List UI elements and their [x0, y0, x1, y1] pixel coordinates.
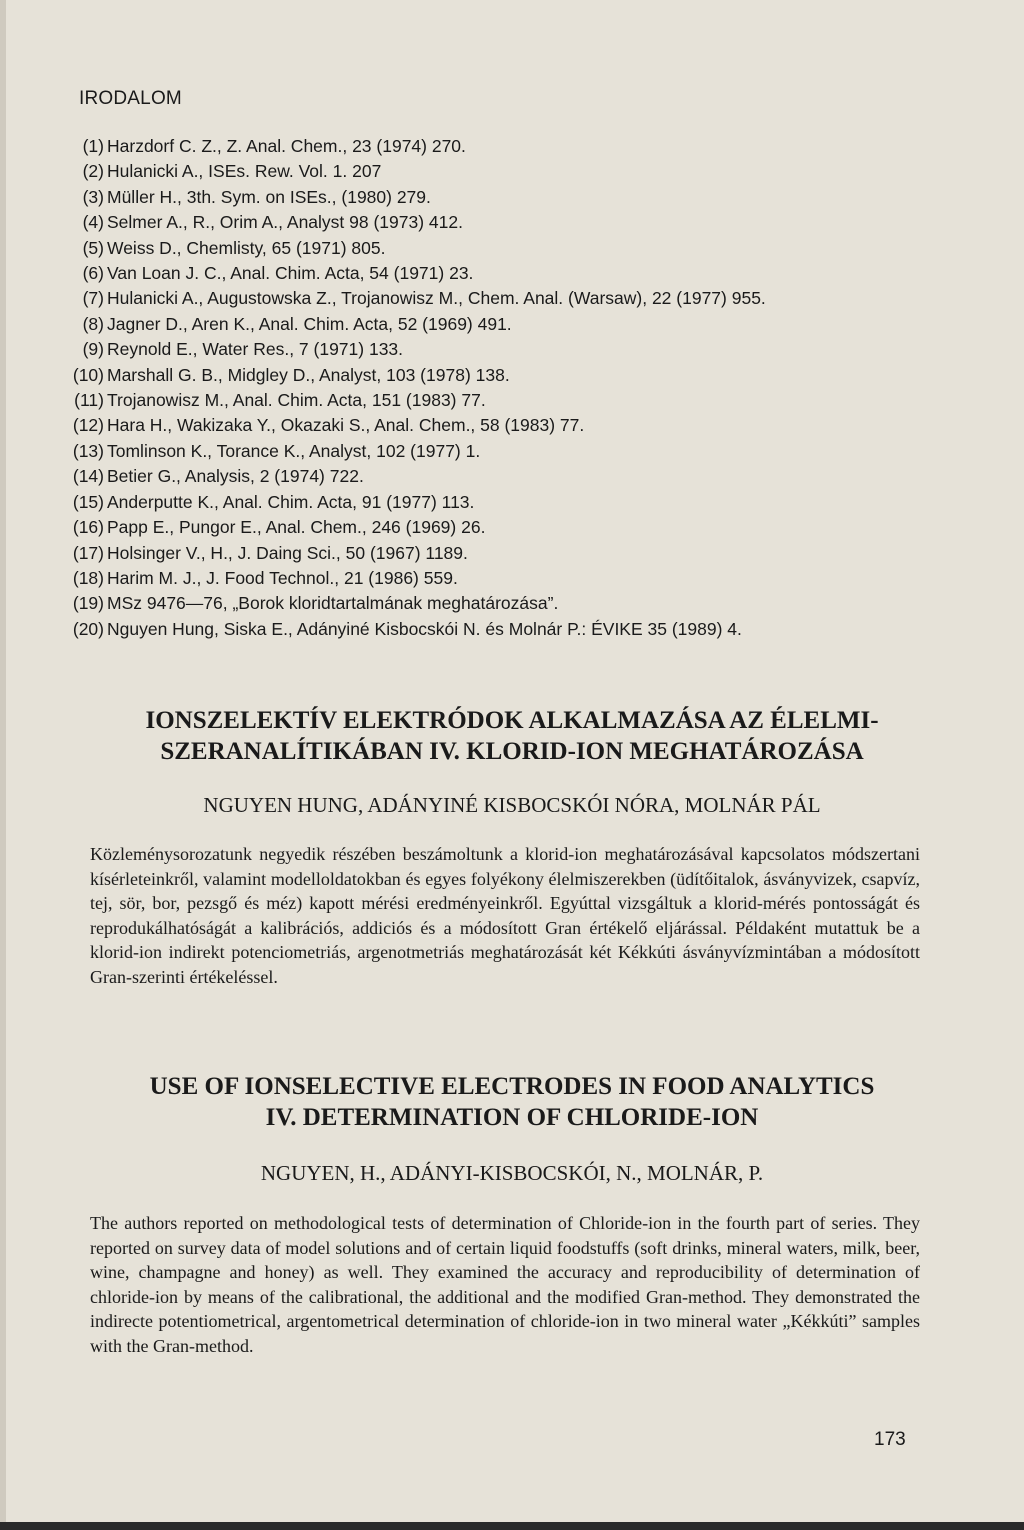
reference-item [50, 566, 950, 591]
hungarian-abstract: Közleménysorozatunk negyedik részében beszámoltunk a klorid-ion meghatározásával kapcsolatos módszertani kísérleteinkről, valamint modelloldatokban és egyes folyékony élelmiszerekben (üdítőitalok, ásványvizek, csapvíz, tej, sör, bor, pezsgő és méz) kapott mérési eredményeinkről. Egyúttal vizsgáltuk a klorid-mérés pontosságát és reprodukálhatóságát a kalibrációs, addiciós és a módosított Gran értékelő eljárással. Példaként mutattuk be a klorid-ion indirekt potenciometriás, argenotmetriás meghatározását két Kékkúti ásványvízmintában a módosított Gran-szerinti értékeléssel. [90, 844, 920, 987]
reference-item [50, 134, 950, 159]
reference-number: (5) [82, 237, 104, 258]
reference-number: (19) [72, 593, 104, 614]
english-authors: NGUYEN, H., ADÁNYI-KISBOCSKÓI, N., MOLNÁR, P. [260, 1161, 764, 1185]
page-bottom-edge [0, 1522, 1024, 1530]
references-heading: IRODALOM [79, 88, 182, 109]
reference-item [50, 541, 950, 566]
hungarian-authors: NGUYEN HUNG, ADÁNYINÉ KISBOCSKÓI NÓRA, MOLNÁR PÁL [203, 793, 821, 817]
reference-item [50, 236, 950, 261]
reference-text: Nguyen Hung, Siska E., Adányiné Kisbocskói N. és Molnár P.: ÉVIKE 35 (1989) 4. [107, 618, 742, 639]
reference-text: Hulanicki A., Augustowska Z., Trojanowisz M., Chem. Anal. (Warsaw), 22 (1977) 955. [107, 288, 766, 309]
reference-item [50, 210, 950, 235]
reference-item [50, 439, 950, 464]
reference-number: (18) [72, 567, 104, 588]
hungarian-title-line-2: SZERANALÍTIKÁBAN IV. KLORID-ION MEGHATÁROZÁSA [160, 738, 864, 765]
reference-text: Weiss D., Chemlisty, 65 (1971) 805. [107, 237, 386, 258]
reference-text: Hulanicki A., ISEs. Rew. Vol. 1. 207 [107, 161, 382, 182]
english-abstract: The authors reported on methodological tests of determination of Chloride-ion in the fourth part of series. They reported on survey data of model solutions and of certain liquid foodstuffs (soft drinks, mineral waters, milk, beer, wine, champagne and honey) as well. They examined the accuracy and reproducibility of determination of chloride-ion by means of the calibrational, the additional and the modified Gran-method. They demonstrated the indirecte potentiometrical, argentometrical determination of chloride-ion in two mineral water „Kékkúti” samples with the Gran-method. [90, 1213, 920, 1356]
reference-number: (20) [72, 618, 104, 639]
reference-item [50, 591, 950, 616]
reference-text: Hara H., Wakizaka Y., Okazaki S., Anal. Chem., 58 (1983) 77. [107, 415, 585, 436]
reference-number: (10) [72, 364, 104, 385]
reference-item [50, 515, 950, 540]
reference-number: (12) [72, 415, 104, 436]
reference-text: Selmer A., R., Orim A., Analyst 98 (1973) 412. [107, 212, 463, 233]
reference-text: Holsinger V., H., J. Daing Sci., 50 (1967) 1189. [107, 542, 468, 563]
reference-number: (11) [74, 390, 104, 411]
reference-text: Harim M. J., J. Food Technol., 21 (1986) 559. [107, 567, 458, 588]
reference-text: Van Loan J. C., Anal. Chim. Acta, 54 (1971) 23. [107, 263, 474, 284]
reference-number: (15) [72, 491, 104, 512]
reference-item [50, 464, 950, 489]
reference-item [50, 617, 950, 642]
reference-text: MSz 9476—76, „Borok kloridtartalmának meghatározása”. [107, 593, 559, 614]
page-binding-edge [0, 0, 6, 1530]
reference-item [50, 159, 950, 184]
reference-text: Jagner D., Aren K., Anal. Chim. Acta, 52 (1969) 491. [107, 313, 512, 334]
reference-number: (2) [82, 161, 104, 182]
hungarian-title-line-1: IONSZELEKTÍV ELEKTRÓDOK ALKALMAZÁSA AZ ÉLELMI- [145, 707, 879, 734]
reference-number: (13) [72, 440, 104, 461]
reference-item [50, 185, 950, 210]
english-title-line-1: USE OF IONSELECTIVE ELECTRODES IN FOOD ANALYTICS [149, 1073, 875, 1100]
reference-item [50, 490, 950, 515]
reference-number: (8) [82, 313, 104, 334]
reference-text: Marshall G. B., Midgley D., Analyst, 103 (1978) 138. [107, 364, 510, 385]
reference-text: Müller H., 3th. Sym. on ISEs., (1980) 279. [107, 186, 431, 207]
reference-number: (3) [82, 186, 104, 207]
reference-item [50, 337, 950, 362]
reference-item [50, 413, 950, 438]
reference-item [50, 388, 950, 413]
reference-number: (4) [82, 212, 104, 233]
reference-text: Reynold E., Water Res., 7 (1971) 133. [107, 339, 404, 360]
reference-item [50, 363, 950, 388]
reference-text: Betier G., Analysis, 2 (1974) 722. [107, 466, 364, 487]
reference-number: (1) [82, 136, 104, 156]
reference-number: (17) [72, 542, 104, 563]
reference-text: Trojanowisz M., Anal. Chim. Acta, 151 (1983) 77. [107, 390, 486, 411]
reference-text: Papp E., Pungor E., Anal. Chem., 246 (1969) 26. [107, 517, 486, 538]
reference-number: (9) [82, 339, 104, 360]
page-number: 173 [874, 1429, 906, 1450]
reference-item [50, 261, 950, 286]
reference-number: (14) [72, 466, 104, 487]
reference-text: Anderputte K., Anal. Chim. Acta, 91 (1977) 113. [107, 491, 475, 512]
reference-number: (16) [72, 517, 104, 538]
reference-text: Harzdorf C. Z., Z. Anal. Chem., 23 (1974) 270. [107, 136, 466, 156]
english-title-line-2: IV. DETERMINATION OF CHLORIDE-ION [265, 1104, 759, 1131]
reference-number: (6) [82, 263, 104, 284]
reference-text: Tomlinson K., Torance K., Analyst, 102 (1977) 1. [107, 440, 481, 461]
reference-list [50, 134, 950, 642]
reference-item [50, 286, 950, 311]
reference-item [50, 312, 950, 337]
reference-number: (7) [82, 288, 104, 309]
